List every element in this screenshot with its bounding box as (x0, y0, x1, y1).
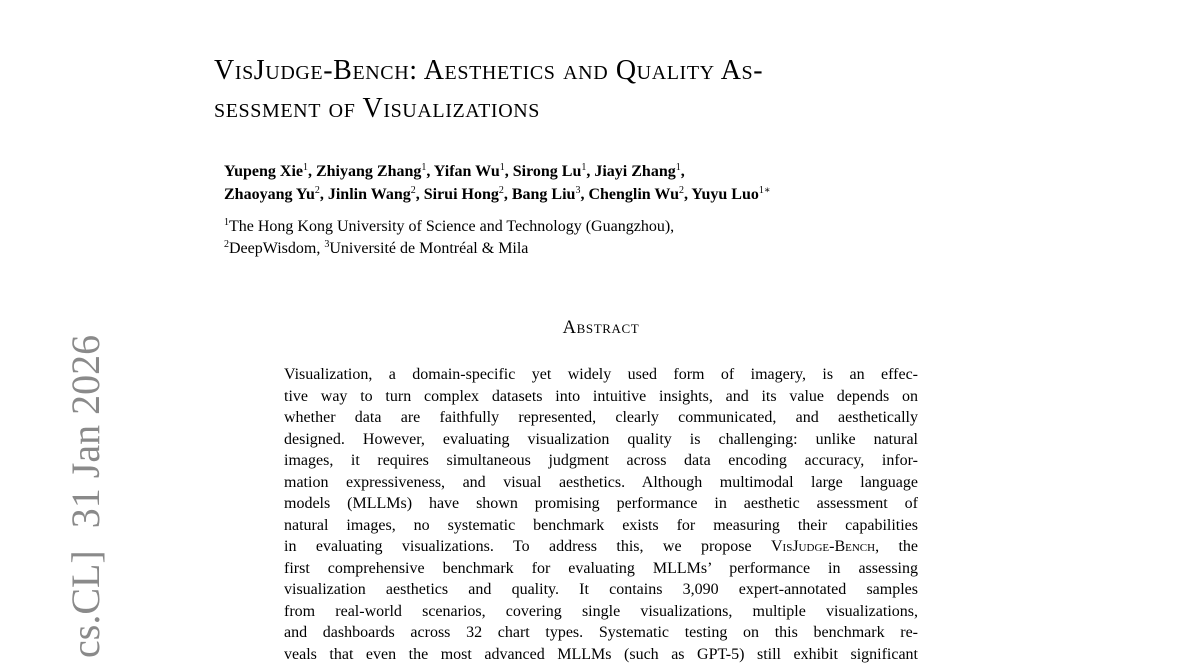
abstract-line: from real-world scenarios, covering single visualizations, multiple visualizations, (284, 601, 918, 623)
affiliation-mark: 1 (224, 217, 229, 228)
paper-title (214, 52, 1014, 128)
author-affiliation-mark: 1∗ (759, 185, 771, 196)
author-separator: , (308, 163, 316, 180)
arxiv-category: cs.CL] (63, 550, 108, 658)
abstract-line: veals that even the most advanced MLLMs (such as GPT-5) still exhibit significant (284, 644, 918, 665)
affiliation-text: DeepWisdom, (229, 240, 324, 257)
affiliation-mark: 2 (224, 239, 229, 250)
author-name: Sirui Hong (424, 186, 499, 203)
abstract-line: visualization aesthetics and quality. It contains 3,090 expert-annotated samples (284, 579, 918, 601)
author-name: Jinlin Wang (328, 186, 411, 203)
author-name: Chenglin Wu (588, 186, 679, 203)
abstract-line: and dashboards across 32 chart types. Systematic testing on this benchmark re- (284, 622, 918, 644)
author-affiliation-mark: 1 (303, 162, 308, 173)
affiliation-line-1 (224, 216, 674, 238)
abstract-line: Visualization, a domain-specific yet widely used form of imagery, is an effec- (284, 364, 918, 386)
author-name: Yifan Wu (434, 163, 500, 180)
author-affiliation-mark: 2 (315, 185, 320, 196)
abstract-line: mation expressiveness, and visual aesthetics. Although multimodal large language (284, 472, 918, 494)
benchmark-name: VisJudge-Bench (771, 538, 875, 555)
affiliation-mark: 3 (324, 239, 329, 250)
affiliations (224, 216, 674, 260)
affiliation-text: The Hong Kong University of Science and Technology (Guangzhou), (229, 218, 674, 235)
author-affiliation-mark: 3 (575, 185, 580, 196)
arxiv-date: 31 Jan 2026 (63, 335, 108, 528)
author-affiliation-mark: 2 (679, 185, 684, 196)
author-separator: , (580, 186, 588, 203)
author-affiliation-mark: 1 (676, 162, 681, 173)
author-separator: , (684, 186, 691, 203)
author-separator: , (426, 163, 433, 180)
author-name: Yupeng Xie (224, 163, 303, 180)
abstract-line: whether data are faithfully represented, clearly communicated, and aesthetically (284, 407, 918, 429)
abstract-line: in evaluating visualizations. To address this, we propose VisJudge-Bench, the (284, 536, 918, 558)
abstract-line: designed. However, evaluating visualization quality is challenging: unlike natural (284, 429, 918, 451)
abstract-line: images, it requires simultaneous judgment across data encoding accuracy, infor- (284, 450, 918, 472)
author-affiliation-mark: 2 (499, 185, 504, 196)
abstract-line: models (MLLMs) have shown promising performance in aesthetic assessment of (284, 493, 918, 515)
author-affiliation-mark: 2 (411, 185, 416, 196)
author-affiliation-mark: 1 (500, 162, 505, 173)
author-separator: , (681, 163, 685, 180)
author-list (224, 160, 771, 206)
author-affiliation-mark: 1 (581, 162, 586, 173)
author-name: Zhaoyang Yu (224, 186, 315, 203)
abstract-line: first comprehensive benchmark for evaluating MLLMs’ performance in assessing (284, 558, 918, 580)
title-line: VisJudge-Bench: Aesthetics and Quality As- (214, 52, 1014, 90)
author-separator: , (416, 186, 424, 203)
author-separator: , (320, 186, 328, 203)
abstract-heading: Abstract (284, 318, 918, 339)
author-name: Bang Liu (512, 186, 576, 203)
author-name: Yuyu Luo (691, 186, 758, 203)
affiliation-text: Université de Montréal & Mila (329, 240, 528, 257)
title-line: sessment of Visualizations (214, 90, 1014, 128)
abstract-body (284, 364, 918, 665)
arxiv-side-stamp (66, 335, 106, 658)
author-row-1 (224, 160, 771, 183)
author-separator: , (586, 163, 594, 180)
author-separator: , (505, 163, 513, 180)
author-affiliation-mark: 1 (421, 162, 426, 173)
abstract-line: natural images, no systematic benchmark exists for measuring their capabilities (284, 515, 918, 537)
author-row-2 (224, 183, 771, 206)
affiliation-line-2 (224, 238, 674, 260)
author-name: Zhiyang Zhang (316, 163, 421, 180)
author-name: Sirong Lu (513, 163, 582, 180)
author-separator: , (504, 186, 512, 203)
abstract-line: tive way to turn complex datasets into intuitive insights, and its value depends on (284, 386, 918, 408)
author-name: Jiayi Zhang (594, 163, 675, 180)
